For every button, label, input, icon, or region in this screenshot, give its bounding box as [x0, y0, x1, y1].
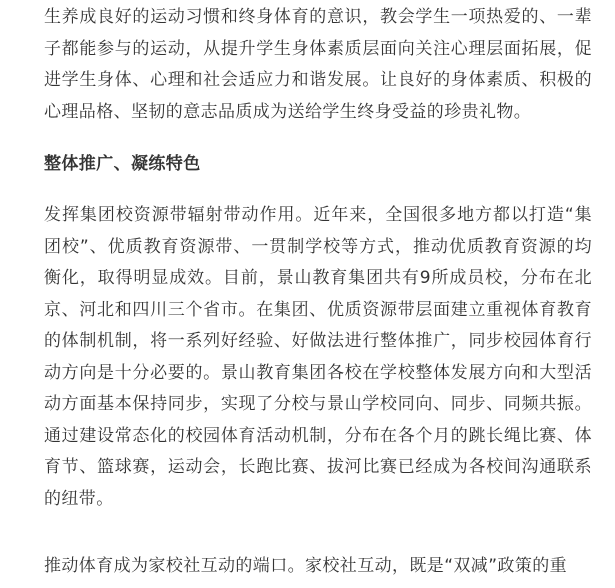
section-heading: 整体推广、凝练特色: [44, 154, 201, 174]
paragraph-group-resources: 发挥集团校资源带辐射带动作用。近年来，全国很多地方都以打造“集团校”、优质教育资源带、一贯制学校等方式，推动优质教育资源的均衡化，取得明显成效。目前，景山教育集团共有9所成员校，分布在北京、河北和四川三个省市。在集团、优质资源带层面建立重视体育教育的体制机制，将一系列好经验、好做法进行整体推广，同步校园体育行动方向是十分必要的。景山教育集团各校在学校整体发展方向和大型活动方面基本保持同步，实现了分校与景山学校同向、同步、同频共振。通过建设常态化的校园体育活动机制，分布在各个月的跳长绳比赛、体育节、篮球赛，运动会，长跑比赛、拔河比赛已经成为各校间沟通联系的纽带。: [44, 205, 592, 509]
paragraph-intro-continued: 生养成良好的运动习惯和终身体育的意识，教会学生一项热爱的、一辈子都能参与的运动，从提升学生身体素质层面向关注心理层面拓展，促进学生身体、心理和社会适应力和谐发展。让良好的身体素质、积极的心理品格、坚韧的意志品质成为送给学生终身受益的珍贵礼物。: [44, 7, 592, 122]
paragraph-home-school-community: 推动体育成为家校社互动的端口。家校社互动，既是“双减”政策的重: [44, 556, 568, 576]
